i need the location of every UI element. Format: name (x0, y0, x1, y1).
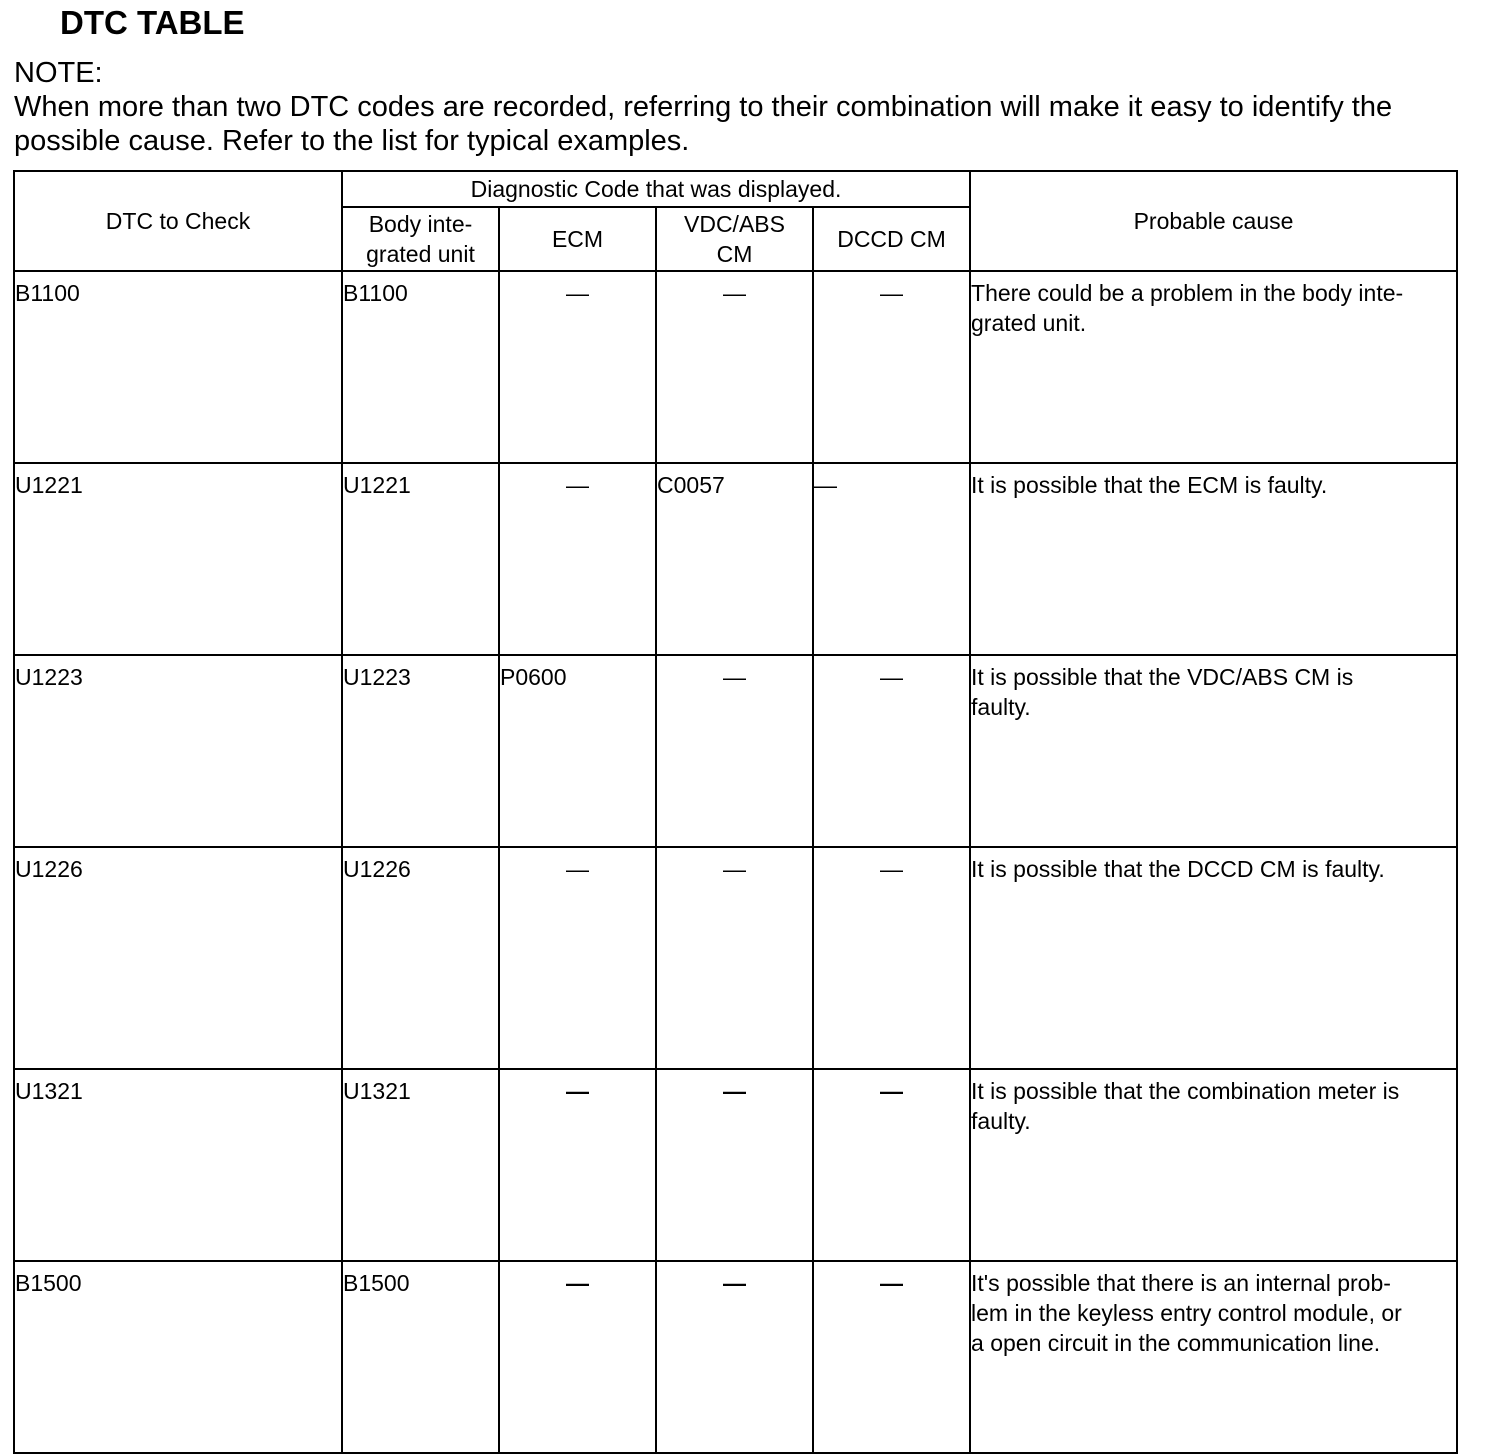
header-dtc-to-check: DTC to Check (14, 171, 342, 271)
table-row (14, 847, 1457, 1069)
header-probable-cause: Probable cause (970, 171, 1457, 271)
cell-vdc-abs: — (656, 1261, 813, 1453)
cell-dtc: U1221 (14, 463, 342, 655)
table-row (14, 1069, 1457, 1261)
page-title: DTC TABLE (60, 4, 245, 41)
cell-ecm: — (499, 847, 656, 1069)
cell-ecm: — (499, 271, 656, 463)
cell-body-unit: B1100 (342, 271, 499, 463)
header-diagnostic-code-group: Diagnostic Code that was displayed. (342, 171, 970, 207)
cell-dtc: U1321 (14, 1069, 342, 1261)
table-row (14, 463, 1457, 655)
table-row (14, 271, 1457, 463)
cell-body-unit: U1226 (342, 847, 499, 1069)
cell-dtc: B1100 (14, 271, 342, 463)
cell-probable-cause: It is possible that the combination meter is faulty. (970, 1069, 1457, 1261)
note-label: NOTE: (14, 57, 103, 89)
cell-dtc: B1500 (14, 1261, 342, 1453)
cell-dccd: — (813, 463, 970, 655)
cell-dccd: — (813, 271, 970, 463)
cell-probable-cause: It is possible that the ECM is faulty. (970, 463, 1457, 655)
cell-body-unit: U1321 (342, 1069, 499, 1261)
cell-vdc-abs: C0057 (656, 463, 813, 655)
cell-dccd: — (813, 1069, 970, 1261)
cell-ecm: P0600 (499, 655, 656, 847)
cell-probable-cause: There could be a problem in the body inte- grated unit. (970, 271, 1457, 463)
cell-dtc: U1226 (14, 847, 342, 1069)
header-ecm: ECM (499, 207, 656, 271)
cell-dccd: — (813, 847, 970, 1069)
cell-vdc-abs: — (656, 1069, 813, 1261)
cell-dccd: — (813, 655, 970, 847)
header-dccd-cm: DCCD CM (813, 207, 970, 271)
cell-body-unit: U1221 (342, 463, 499, 655)
cell-ecm: — (499, 1261, 656, 1453)
cell-probable-cause: It's possible that there is an internal prob- lem in the keyless entry control module, or a open circuit in the communication line. (970, 1261, 1457, 1453)
note-text: When more than two DTC codes are recorded, referring to their combination will make it easy to identify the possible cause. Refer to the list for typical examples. (14, 91, 1393, 157)
cell-dtc: U1223 (14, 655, 342, 847)
header-vdc-abs-cm: VDC/ABS CM (656, 207, 813, 271)
dtc-table (13, 170, 1458, 1454)
cell-dccd: — (813, 1261, 970, 1453)
cell-ecm: — (499, 1069, 656, 1261)
cell-ecm: — (499, 463, 656, 655)
header-body-integrated-unit: Body inte- grated unit (342, 207, 499, 271)
cell-vdc-abs: — (656, 655, 813, 847)
cell-vdc-abs: — (656, 847, 813, 1069)
cell-body-unit: U1223 (342, 655, 499, 847)
cell-probable-cause: It is possible that the VDC/ABS CM is faulty. (970, 655, 1457, 847)
table-row (14, 1261, 1457, 1453)
cell-probable-cause: It is possible that the DCCD CM is faulty. (970, 847, 1457, 1069)
cell-body-unit: B1500 (342, 1261, 499, 1453)
cell-vdc-abs: — (656, 271, 813, 463)
table-row (14, 655, 1457, 847)
